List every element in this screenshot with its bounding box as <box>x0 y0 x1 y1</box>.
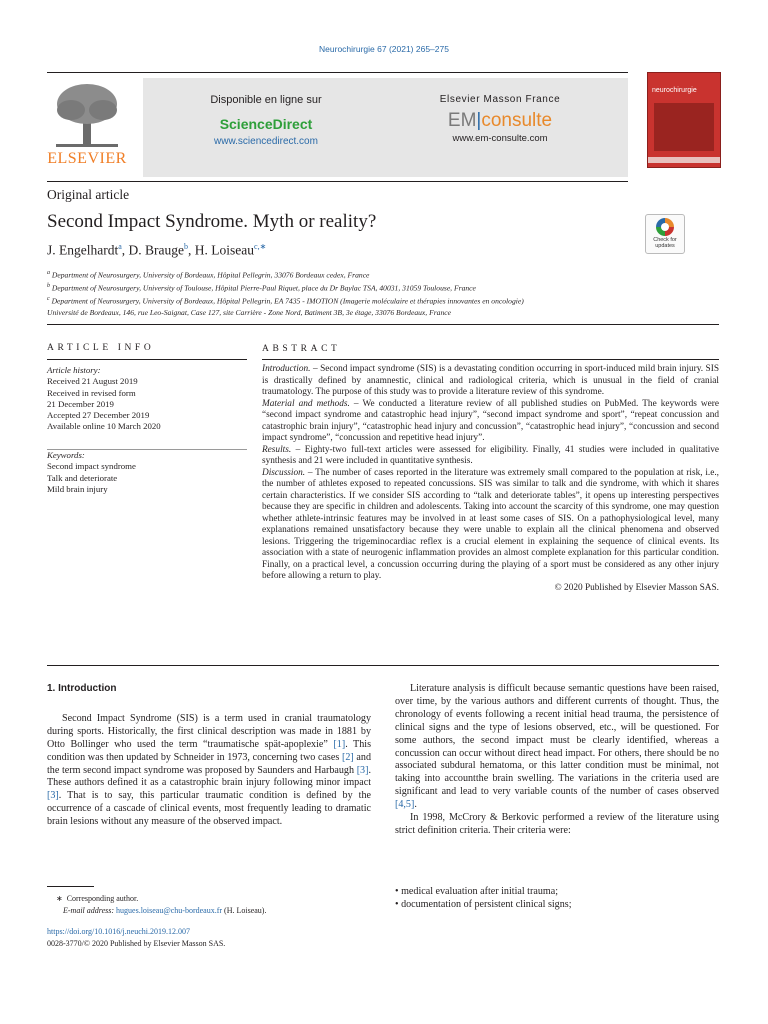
body-text: Second Impact Syndrome (SIS) is a term used in cranial traumatology during sports. Historically, the first clinical description was made in 1881 by Otto Bollinger who used the term “traumatische spät-apoplexie” <box>47 712 371 750</box>
em-logo-em: EM <box>447 110 477 131</box>
abstract-text: – We conducted a literature review of all published studies on PubMed. The keywords were “second impact syndrome and catastrophic head injury”, “second impact syndrome and sport”, “repeat concussion and catastrophic brain injury”, “catastrophic head injury and concussion”, “catastrophic head injury”, “concussion and second impact syndrome”, “concussion and repetitive head injury”. <box>262 398 719 443</box>
history-item: Available online 10 March 2020 <box>47 421 161 432</box>
check-for-updates-button[interactable] <box>645 214 685 254</box>
affiliation-marker: b <box>47 283 50 290</box>
abstract-copyright: © 2020 Published by Elsevier Masson SAS. <box>554 582 719 593</box>
article-title: Second Impact Syndrome. Myth or reality? <box>47 211 377 232</box>
criteria-list <box>395 885 719 911</box>
em-consulte-logo[interactable] <box>425 110 575 132</box>
abstract-text: – Eighty-two full-text articles were assessed for eligibility. Finally, 41 studies were included in qualitative synthesis and 21 were included in quantitative synthesis. <box>262 444 719 466</box>
history-item: Received 21 August 2019 <box>47 376 138 387</box>
sciencedirect-logo[interactable]: ScienceDirect <box>219 116 313 132</box>
crossmark-icon <box>656 218 674 236</box>
footnote <box>47 893 367 916</box>
corresponding-author-note <box>47 893 367 905</box>
author-list <box>47 242 266 259</box>
citation-link[interactable]: [3] <box>356 764 369 776</box>
article-info-heading: ARTICLE INFO <box>47 343 155 353</box>
em-consulte-link[interactable]: www.em-consulte.com <box>452 133 548 144</box>
history-item: Received in revised form <box>47 387 136 398</box>
abstract-paragraph <box>262 445 719 468</box>
abstract-paragraph <box>262 468 719 583</box>
list-item-text: medical evaluation after initial trauma; <box>401 886 559 897</box>
citation-link[interactable]: [1] <box>333 738 346 750</box>
citation-link[interactable]: [2] <box>341 751 354 763</box>
cover-image <box>654 103 714 151</box>
abstract-text: – The number of cases reported in the literature was extremely small compared to the population at risk, i.e., the number of athletes exposed to repeated concussions. SIS was similar to talk and die syndrome, with which it shares certain characteristics. If we consider SIS according to “talk and deteriorate tables”, it opens up interesting perspectives because they are specific in children and adolescents. Taking into account the scarcity of this syndrome, one may question whether athlete-intrinsic features may be involved in at least some cases of SIS. On a pathophysiological level, many explanations remained unsatisfactory because they were unable to explain all the clinical phenomena and observed lesions. Triggering the trigeminocardiac reflex is a crucial element in explaining the sequence of clinical events. Its association with a state of neurogenic inflammation provides an almost complete explanation for this particular condition. Finally, on a practical level, a concussion occurring during the playing of a sport must be considered as any other injury before allowing a return to play. <box>262 467 719 581</box>
em-publisher-text: Elsevier Masson France <box>439 94 561 105</box>
cover-band <box>648 157 720 163</box>
body-paragraph <box>47 713 371 829</box>
affiliation <box>47 307 727 319</box>
banner-bottom-rule <box>47 181 628 182</box>
corresponding-text: Corresponding author. <box>66 894 139 903</box>
body-text: . That is to say, this particular traumatic condition is defined by the occurrence of a cascade of clinical events, most frequently leading to dramatic brain lesions without any measure of the observed impact. <box>47 790 371 828</box>
em-logo-consulte: consulte <box>481 110 553 131</box>
abstract-lead: Material and methods. <box>262 398 350 409</box>
body-column-left <box>47 683 371 829</box>
keyword: Second impact syndrome <box>47 461 136 472</box>
affiliations <box>47 268 727 319</box>
sciencedirect-block[interactable] <box>191 94 341 147</box>
affiliation-link[interactable]: a <box>118 242 122 251</box>
keyword: Talk and deteriorate <box>47 472 118 483</box>
abstract-lead: Introduction. <box>262 364 311 374</box>
author-separator: , <box>188 242 195 258</box>
sd-available-text: Disponible en ligne sur <box>210 94 322 106</box>
citation-link[interactable]: [3] <box>47 790 59 802</box>
doi-link[interactable]: https://doi.org/10.1016/j.neuchi.2019.12.007 <box>47 927 190 936</box>
body-paragraph: In 1998, McCrory & Berkovic performed a review of the literature using strict definition criteria. Their criteria were: <box>395 812 719 836</box>
em-logo-bar: | <box>476 110 482 131</box>
cover-title: neurochirurgie <box>652 87 697 94</box>
banner-top-rule <box>47 72 628 73</box>
abstract-text: – Second impact syndrome (SIS) is a devastating condition occurring in sport-induced mild brain injury. SIS is drastically defined by anamnestic, clinical and radiological criteria, which is unusual in the field of cranial traumatology. The purpose of this study was to provide a literature review of this syndrome. <box>262 364 719 397</box>
email-label: E-mail address: <box>63 905 117 915</box>
sciencedirect-link[interactable]: www.sciencedirect.com <box>214 136 318 147</box>
affiliation <box>47 294 727 307</box>
affiliation <box>47 281 727 294</box>
body-paragraph <box>395 683 719 812</box>
abstract-lead: Discussion. <box>262 467 306 478</box>
affiliation <box>47 268 727 281</box>
abstract-lead: Results. <box>262 444 292 455</box>
keywords-label: Keywords: <box>47 450 85 460</box>
abstract-paragraph <box>262 364 719 399</box>
elsevier-wordmark: ELSEVIER <box>47 150 127 167</box>
article-info-rule <box>47 359 247 360</box>
affiliation-marker: c <box>47 296 50 303</box>
email-suffix: (H. Loiseau). <box>222 905 267 915</box>
affiliation-text: Department of Neurosurgery, University of Bordeaux, Hôpital Pellegrin, EA 7435 - IMOTION (Imagerie moléculaire et thérapies innovantes en oncologie) <box>49 296 524 306</box>
affiliation-text: Department of Neurosurgery, University of Bordeaux, Hôpital Pellegrin, 33076 Bordeaux cedex, France <box>50 270 370 280</box>
article-history <box>47 365 247 433</box>
author-name: J. Engelhardt <box>47 242 119 258</box>
email-link[interactable]: hugues.loiseau@chu-bordeaux.fr <box>116 905 223 915</box>
abstract-paragraph <box>262 399 719 445</box>
keyword: Mild brain injury <box>47 483 108 494</box>
affiliation-marker: a <box>47 270 50 276</box>
list-item: • medical evaluation after initial trauma; <box>395 886 559 897</box>
affiliation-link[interactable]: b <box>184 242 189 251</box>
list-item: • documentation of persistent clinical signs; <box>395 899 572 910</box>
body-text: Literature analysis is difficult because semantic questions have been raised, over time, by the various authors and different currents of thought. Thus, the chronology of events following a recent initial head trauma, the persistence of clinical signs and the type of lesions observed, etc., will be questioned. For some authors, the second impact must be clearly identified, whereas a concussion can occur without direct head impact. For others, there should be no associated subdural hematoma, or this latter condition must be minimal, not taking into accountthe brain swelling. The variations in the criteria used are significant and lead to very variable counts of the number of cases observed <box>395 683 719 798</box>
journal-cover-thumbnail[interactable] <box>647 72 721 168</box>
check-updates-label: Check for updates <box>653 237 677 249</box>
abstract-heading: ABSTRACT <box>262 344 341 354</box>
article-type: Original article <box>47 187 130 202</box>
footnote-star: ∗ <box>56 894 63 903</box>
footnote-rule <box>47 886 94 887</box>
header-divider <box>47 324 719 325</box>
author-separator: , <box>121 242 129 258</box>
body-text: . These authors defined it as a catastrophic brain injury following minor impact <box>47 764 371 789</box>
publication-info <box>47 926 367 949</box>
abstract-rule <box>262 359 719 360</box>
em-consulte-block[interactable] <box>425 94 575 144</box>
citation-link[interactable]: [4,5] <box>395 799 415 811</box>
author-name: H. Loiseau <box>194 242 255 258</box>
affiliation-text: Université de Bordeaux, 146, rue Leo-Saignat, Case 127, site Carrière - Zone Nord, Batiment 3B, 3e étage, 33076 Bordeaux, France <box>47 308 452 318</box>
section-heading-introduction: 1. Introduction <box>47 683 117 694</box>
body-text: . <box>414 799 417 811</box>
body-text: and the term second impact syndrome was proposed by Saunders and Harbaugh <box>47 751 371 776</box>
journal-reference[interactable]: Neurochirurgie 67 (2021) 265–275 <box>319 44 449 54</box>
issn-line: 0028-3770/© 2020 Published by Elsevier Masson SAS. <box>47 938 226 948</box>
affiliation-link[interactable]: c,∗ <box>254 242 267 251</box>
abstract-divider <box>47 665 719 666</box>
keywords <box>47 450 247 495</box>
history-item: 21 December 2019 <box>47 398 114 409</box>
abstract-body <box>262 364 719 594</box>
author-name: D. Brauge <box>128 242 185 258</box>
affiliation-text: Department of Neurosurgery, University of Toulouse, Hôpital Pierre-Paul Riquet, place du Dr Baylac TSA, 40031, 31059 Toulouse, France <box>50 283 476 293</box>
history-item: Accepted 27 December 2019 <box>47 410 150 421</box>
history-label: Article history: <box>47 365 101 375</box>
email-note <box>47 905 367 917</box>
body-column-right <box>395 683 719 838</box>
body-text: . This condition was then updated by Schneider in 1973, concerning two cases <box>47 738 372 763</box>
list-item-text: documentation of persistent clinical signs; <box>401 899 572 910</box>
